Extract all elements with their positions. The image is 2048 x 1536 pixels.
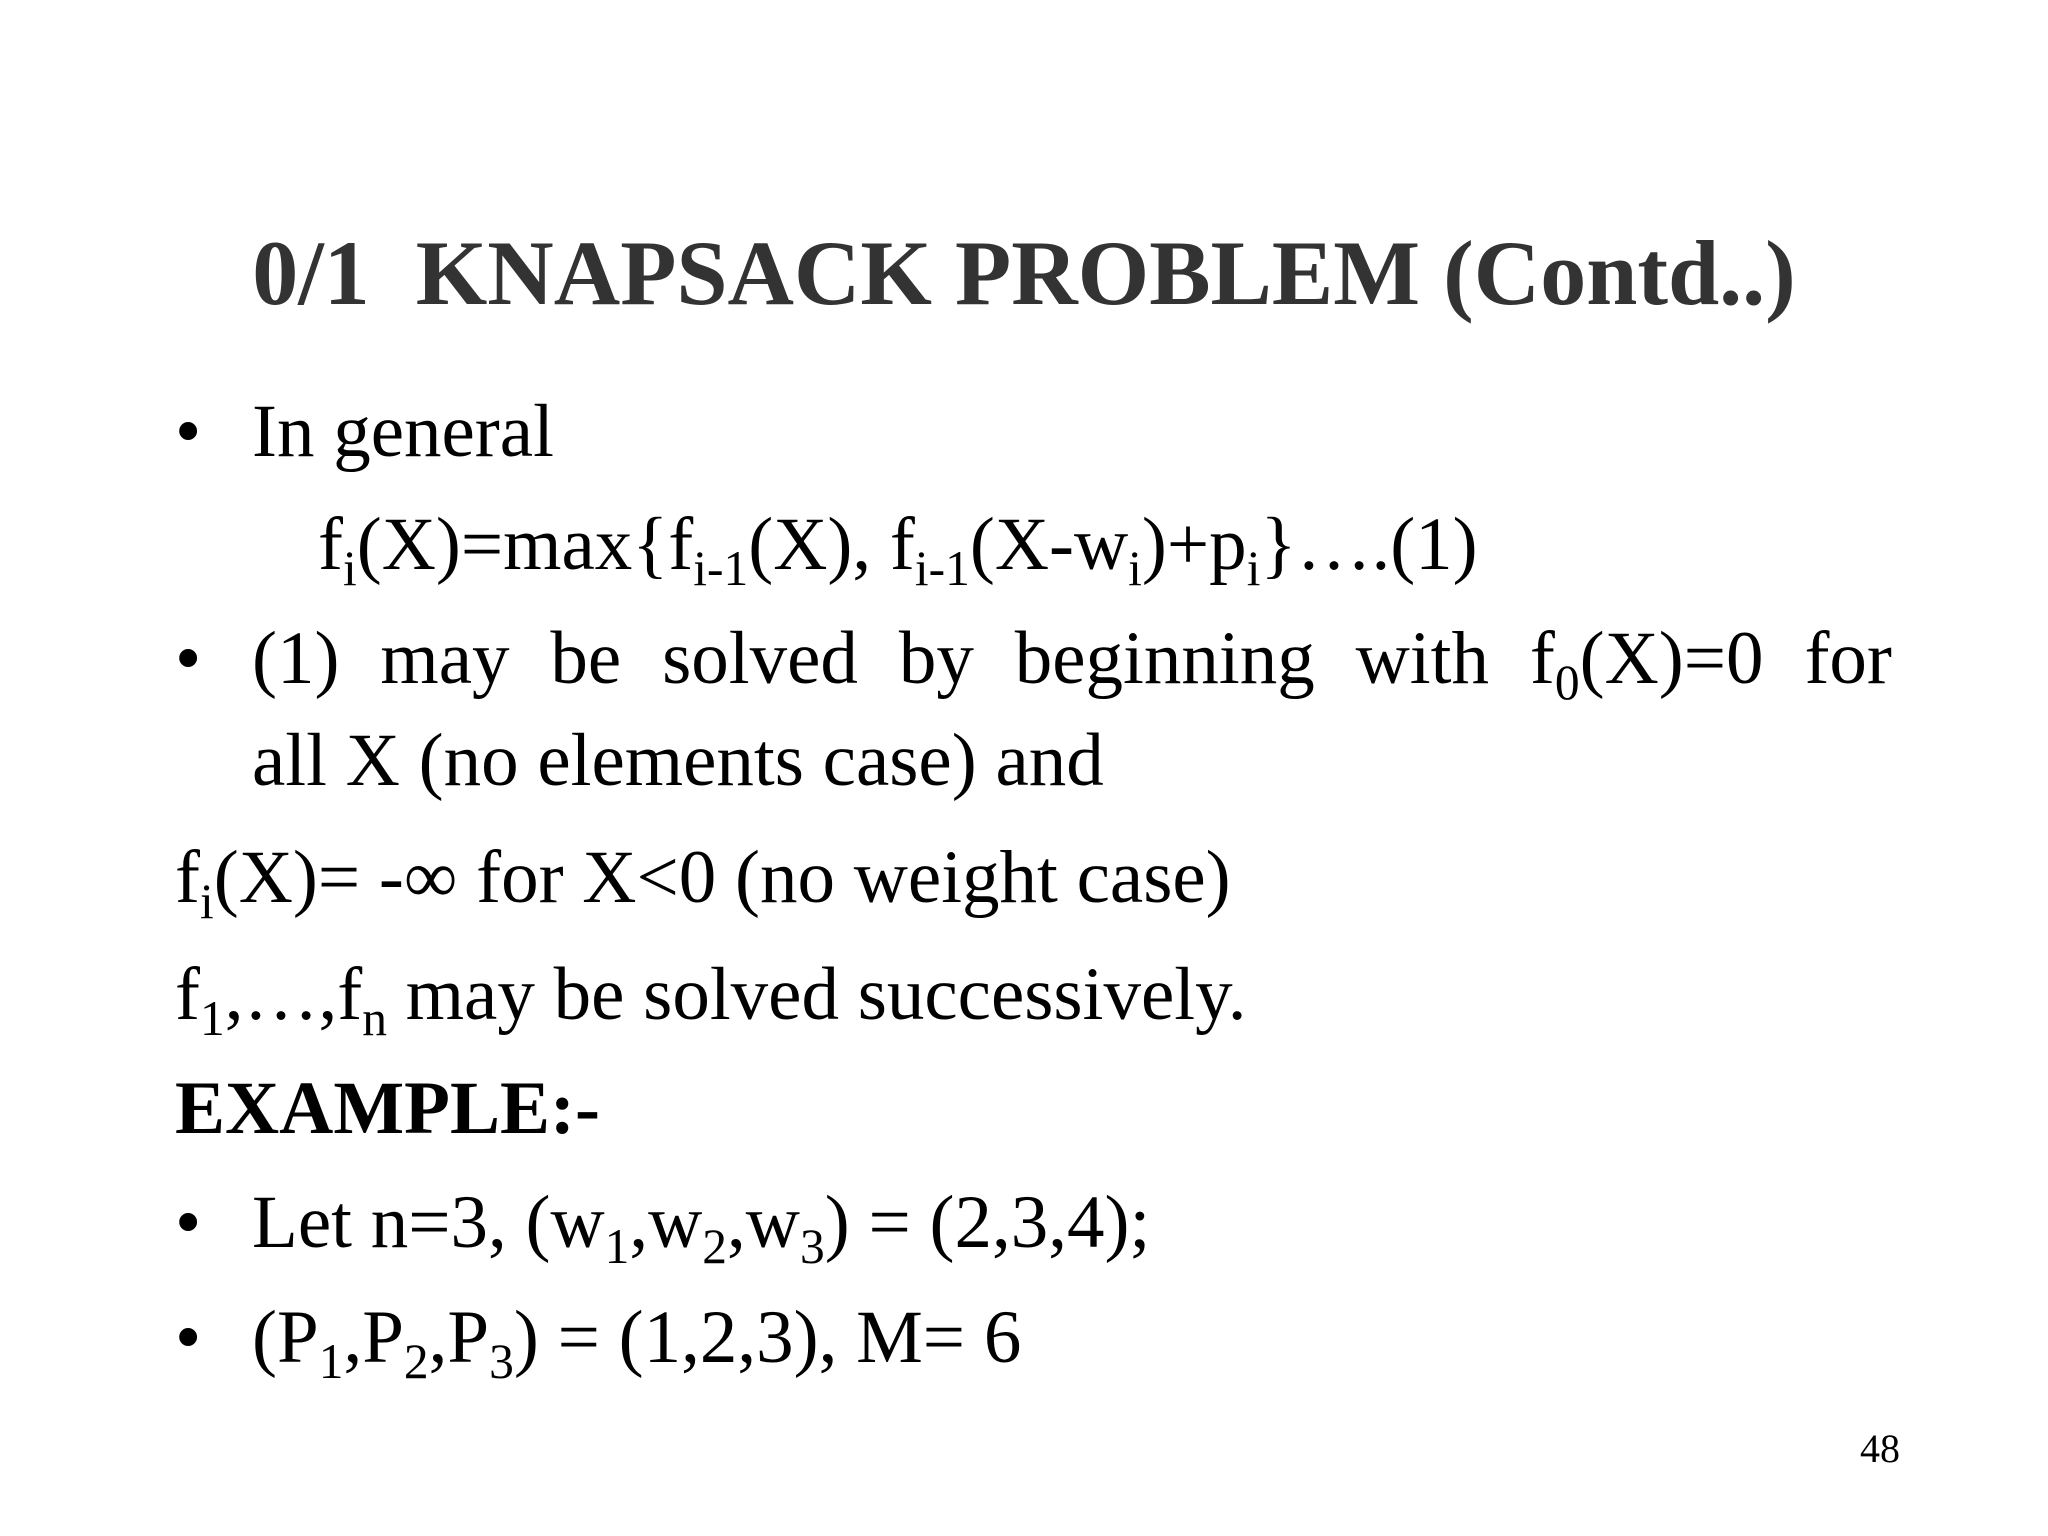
word: solved: [662, 617, 858, 700]
formula-part: Let n=3, (w: [252, 1181, 605, 1264]
word: by: [898, 617, 974, 700]
subscript: i: [199, 873, 214, 929]
word: be: [550, 617, 622, 700]
formula-part: }….(1): [1260, 503, 1478, 586]
formula-part: ,P: [428, 1296, 490, 1379]
no-weight-case: [175, 833, 1231, 929]
formula-part: f: [1529, 617, 1555, 700]
bullet-profits: [252, 1293, 1022, 1389]
subscript: 3: [489, 1333, 514, 1389]
formula-part: f: [175, 953, 200, 1036]
subscript: 1: [604, 1218, 630, 1274]
word: beginning: [1014, 617, 1315, 700]
subscript: n: [362, 990, 387, 1046]
formula-part: (X)= -∞ for X<0 (no weight case): [213, 836, 1231, 919]
subscript: 2: [702, 1218, 728, 1274]
formula-part: (X)=0: [1579, 617, 1764, 700]
bullet-dot: •: [175, 390, 202, 473]
formula-part: ) = (2,3,4);: [824, 1181, 1151, 1264]
formula-part: (X-w: [969, 503, 1129, 586]
bullet-dot: •: [175, 1181, 202, 1264]
word: for: [1804, 617, 1892, 700]
formula-part: ,w: [629, 1181, 703, 1264]
subscript: i: [1128, 540, 1142, 596]
bullet-dot: •: [175, 617, 202, 700]
subscript: 3: [799, 1218, 825, 1274]
formula-part: ,…,f: [224, 953, 363, 1036]
formula-part: (X), f: [748, 503, 915, 586]
subscript: i: [342, 540, 357, 596]
solved-successively: [175, 950, 1247, 1046]
example-heading: EXAMPLE:-: [175, 1067, 600, 1150]
subscript: 0: [1554, 654, 1580, 710]
formula-part: ,w: [727, 1181, 800, 1264]
word: (1): [252, 617, 340, 700]
subscript: 1: [199, 990, 225, 1046]
word: [1529, 614, 1764, 710]
word: with: [1355, 617, 1489, 700]
formula-part: ,P: [343, 1296, 404, 1379]
page-number: 48: [1860, 1426, 1900, 1471]
formula-part: )+p: [1141, 503, 1247, 586]
subscript: 2: [403, 1333, 429, 1389]
formula-part: f: [318, 503, 343, 586]
formula-part: (X)=max{f: [356, 503, 694, 586]
bullet-solved-line1: [252, 614, 1892, 710]
subscript: i-1: [693, 540, 749, 596]
formula-part: ) = (1,2,3), M= 6: [513, 1296, 1022, 1379]
subscript: i: [1246, 540, 1261, 596]
formula-part: f: [175, 836, 200, 919]
bullet-weights: [252, 1178, 1151, 1274]
bullet-dot: •: [175, 1296, 202, 1379]
subscript: 1: [318, 1333, 344, 1389]
recurrence-formula: [318, 500, 1478, 596]
word: may: [380, 617, 510, 700]
subscript: i-1: [914, 540, 970, 596]
slide-title: 0/1 KNAPSACK PROBLEM (Contd..): [252, 222, 1796, 324]
bullet-solved-line2: all X (no elements case) and: [252, 719, 1104, 802]
formula-part: may be solved successively.: [386, 953, 1247, 1036]
bullet-in-general: In general: [252, 390, 554, 473]
formula-part: (P: [252, 1296, 319, 1379]
